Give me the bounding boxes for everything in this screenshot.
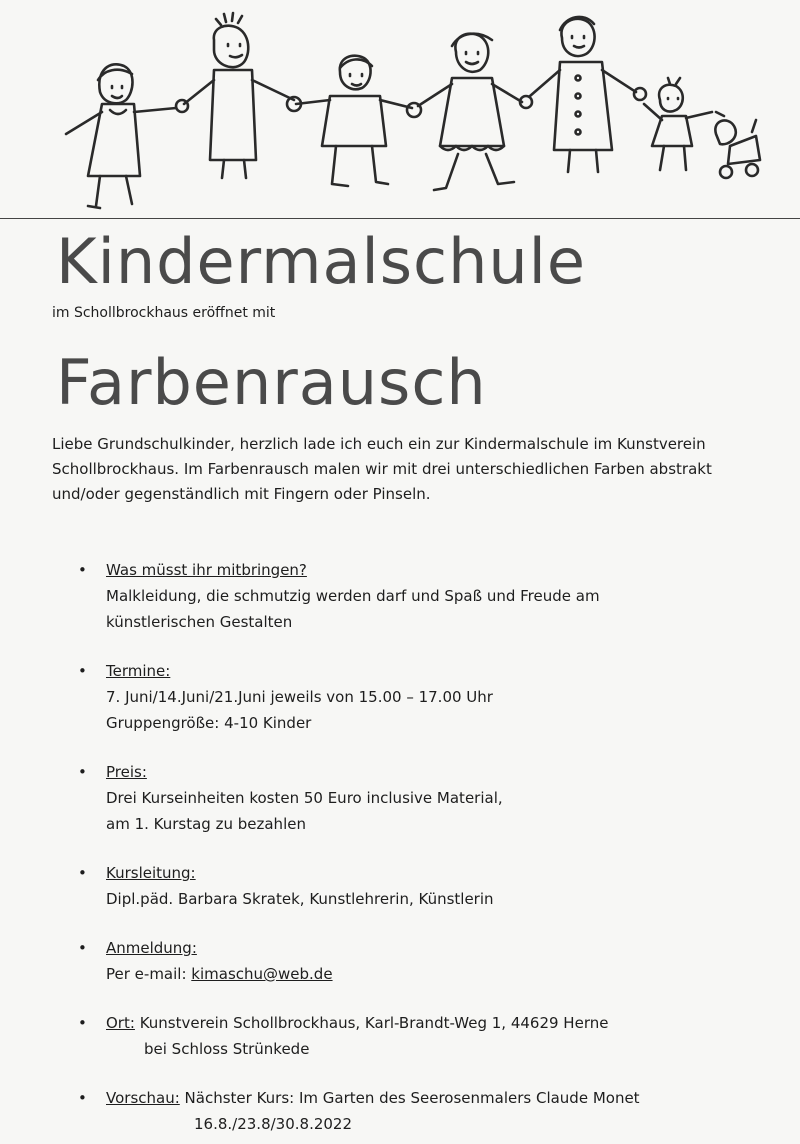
item-text: Gruppengröße: 4-10 Kinder [106,714,312,732]
bullet-icon: • [78,864,87,882]
item-text: Malkleidung, die schmutzig werden darf und Spaß und Freude am [106,587,600,605]
item-label: Anmeldung: [106,939,197,957]
item-label: Was müsst ihr mitbringen? [106,561,307,579]
item-text: Nächster Kurs: Im Garten des Seerosenmalers Claude Monet [184,1089,640,1107]
item-label: Preis: [106,763,147,781]
bullet-icon: • [78,1089,87,1107]
item-text: künstlerischen Gestalten [106,613,293,631]
bullet-icon: • [78,939,87,957]
item-text: Kunstverein Schollbrockhaus, Karl-Brandt-Weg 1, 44629 Herne [139,1014,609,1032]
page-title: Kindermalschule [56,225,587,298]
item-label: Termine: [106,662,171,680]
bullet-icon: • [78,763,87,781]
item-text [106,961,756,987]
subtitle: im Schollbrockhaus eröffnet mit [52,305,276,321]
item-text: Drei Kurseinheiten kosten 50 Euro inclusive Material, [106,789,503,807]
item-text: bei Schloss Strünkede [144,1040,310,1058]
item-text [106,1010,756,1036]
bullet-icon: • [78,662,87,680]
item-text: Dipl.päd. Barbara Skratek, Kunstlehrerin, Künstlerin [106,890,494,908]
course-headline: Farbenrausch [56,346,487,419]
intro-paragraph: Liebe Grundschulkinder, herzlich lade ich euch ein zur Kindermalschule im Kunstverein Schollbrockhaus. Im Farbenrausch malen wir mit drei unterschiedlichen Farben abstrakt und/oder gegenständlich mit Fingern oder Pinseln. [52,435,712,503]
item-text [106,1085,756,1111]
item-label: Kursleitung: [106,864,196,882]
item-text: 16.8./23.8/30.8.2022 [194,1115,353,1133]
bullet-icon: • [78,561,87,579]
email-prefix: Per e-mail: [106,965,192,983]
item-label: Vorschau: [106,1089,180,1107]
item-text: am 1. Kurstag zu bezahlen [106,815,306,833]
item-label: Ort: [106,1014,135,1032]
bullet-icon: • [78,1014,87,1032]
item-text: 7. Juni/14.Juni/21.Juni jeweils von 15.00 – 17.00 Uhr [106,688,493,706]
email-link[interactable]: kimaschu@web.de [191,965,333,983]
